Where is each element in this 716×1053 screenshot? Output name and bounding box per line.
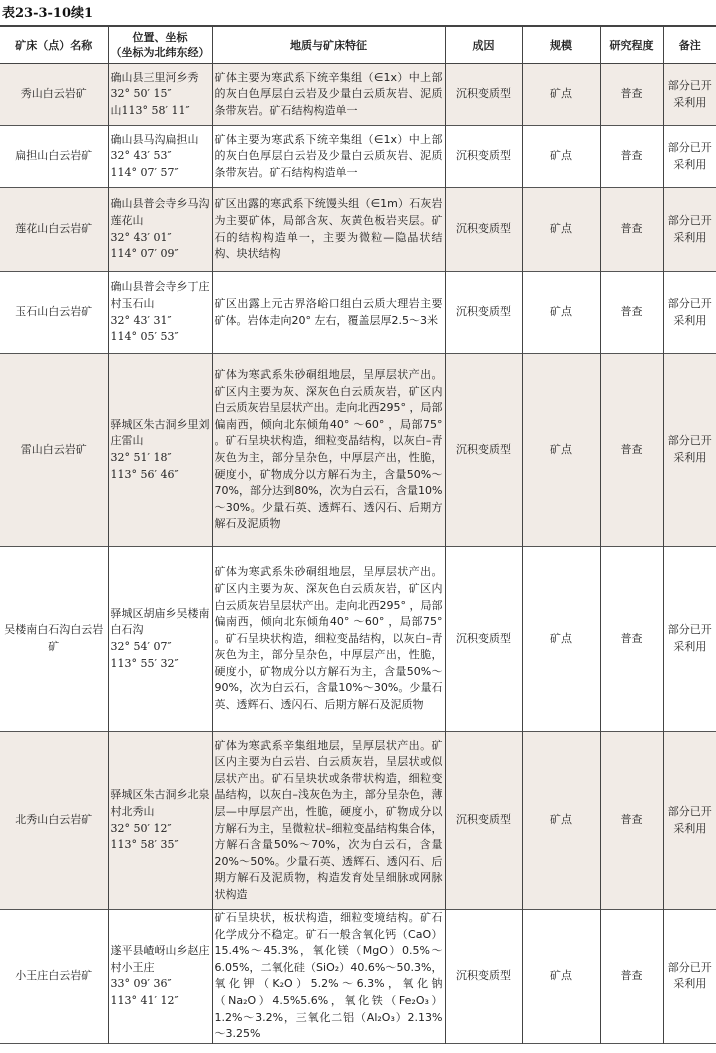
research-level: 普查 xyxy=(600,126,663,188)
scale: 矿点 xyxy=(522,547,600,732)
scale: 矿点 xyxy=(522,64,600,126)
genesis: 沉积变质型 xyxy=(445,354,522,547)
note: 部分已开采利用 xyxy=(667,960,712,991)
location-cell xyxy=(108,547,212,732)
longitude: 山113° 58′ 11″ xyxy=(110,103,190,117)
research-level: 普查 xyxy=(600,188,663,272)
location-text: 确山县普会寺乡马沟莲花山 xyxy=(110,197,210,227)
note: 部分已开采利用 xyxy=(663,732,716,910)
research-level: 普查 xyxy=(600,354,663,547)
genesis: 沉积变质型 xyxy=(445,547,522,732)
header-location: 位置、坐标 （坐标为北纬东经） xyxy=(108,26,212,64)
latitude: 32° 50′ 15″ xyxy=(110,87,172,101)
geology-description: 矿石呈块状，板状构造，细粒变境结构。矿石化学成分不稳定。矿石一般含氧化钙（CaO）15.4%～45.3%，氧化镁（MgO）0.5%～6.05%，二氧化硅（SiO₂）40.6%～50.3%，氧化钾（K₂O）5.2%～6.3%，氧化钠（Na₂O）4.5%5.6%，氧化铁（Fe₂O₃）1.2%～3.2%，三氧化二铝（Al₂O₃）2.13%～3.25% xyxy=(212,910,445,1044)
location-cell xyxy=(108,126,212,188)
research-level: 普查 xyxy=(600,732,663,910)
header-genesis: 成因 xyxy=(445,26,522,64)
note: 部分已开采利用 xyxy=(667,296,712,327)
header-description: 地质与矿床特征 xyxy=(212,26,445,64)
latitude: 32° 43′ 53″ xyxy=(110,149,172,163)
location-text: 驿城区胡庙乡吴楼南白石沟 xyxy=(110,606,210,637)
table-row xyxy=(0,547,716,732)
geology-description: 矿体为寒武系朱砂硐组地层，呈厚层状产出。矿区内主要为灰、深灰色白云质灰岩，矿区内白云质灰岩呈层状产出。走向北西295° ，局部偏南西，倾向北东倾角40° ～60° ，局部75° 。矿石呈块状构造，细粒变晶结构，以灰白–青灰色为主，部分呈杂色，中厚层产出，性脆，硬度小，矿物成分以方解石为主，含量50%～70%，部分达到80%，次为白云石，含量10%～30%。少量石英、透辉石、透闪石、后期方解石及泥质物 xyxy=(212,354,445,547)
research-level: 普查 xyxy=(600,547,663,732)
location-cell xyxy=(108,272,212,354)
deposit-name: 北秀山白云岩矿 xyxy=(0,732,108,910)
table-row xyxy=(0,126,716,188)
geology-description: 矿区出露上元古界洛峪口组白云质大理岩主要矿体。岩体走向20° 左右，覆盖层厚2.5～3米 xyxy=(212,272,445,354)
note: 部分已开采利用 xyxy=(667,140,712,171)
deposit-name: 吴楼南白石沟白云岩矿 xyxy=(0,547,108,732)
header-row xyxy=(0,26,716,64)
deposit-name: 雷山白云岩矿 xyxy=(0,354,108,547)
scale: 矿点 xyxy=(522,188,600,272)
header-scale: 规模 xyxy=(522,26,600,64)
table-row xyxy=(0,188,716,272)
header-name: 矿床（点）名称 xyxy=(0,26,108,64)
longitude: 114° 07′ 09″ xyxy=(110,247,179,261)
scale: 矿点 xyxy=(522,732,600,910)
geology-description: 矿体主要为寒武系下统辛集组（∈1x）中上部的灰白色厚层白云岩及少量白云质灰岩、泥质条带灰岩。矿石结构构造单一 xyxy=(212,64,445,126)
latitude: 32° 43′ 31″ xyxy=(110,313,172,327)
table-row xyxy=(0,64,716,126)
location-text: 遂平县嵖岈山乡赵庄村小王庄 xyxy=(110,944,210,974)
note: 部分已开采利用 xyxy=(663,188,716,272)
table-row xyxy=(0,354,716,547)
longitude: 113° 55′ 32″ xyxy=(110,656,179,670)
location-text: 驿城区朱古洞乡里刘庄雷山 xyxy=(110,417,210,448)
location-text: 确山县三里河乡秀 xyxy=(110,70,199,84)
genesis: 沉积变质型 xyxy=(445,910,522,1044)
location-text: 确山县马沟扁担山 xyxy=(110,132,199,146)
deposit-name: 玉石山白云岩矿 xyxy=(0,272,108,354)
latitude: 32° 54′ 07″ xyxy=(110,640,172,653)
location-cell xyxy=(108,732,212,910)
location-text: 确山县普会寺乡丁庄村玉石山 xyxy=(110,280,210,310)
scale: 矿点 xyxy=(522,910,600,1044)
deposit-name: 莲花山白云岩矿 xyxy=(0,188,108,272)
research-level: 普查 xyxy=(600,64,663,126)
longitude: 114° 05′ 53″ xyxy=(110,330,179,344)
table-row xyxy=(0,910,716,1044)
location-cell xyxy=(108,354,212,547)
latitude: 33° 09′ 36″ xyxy=(110,977,172,991)
deposit-name: 秀山白云岩矿 xyxy=(0,64,108,126)
latitude: 32° 50′ 12″ xyxy=(110,821,172,835)
location-cell xyxy=(108,64,212,126)
longitude: 113° 58′ 35″ xyxy=(110,838,179,852)
geology-description: 矿体为寒武系辛集组地层，呈厚层状产出。矿区内主要为白云岩、白云质灰岩，呈层状或似层状产出。矿石呈块状或条带状构造，细粒变晶结构，以灰白–浅灰色为主，部分呈杂色，薄层—中厚层产出，性脆，硬度小，矿物成分以方解石为主，呈微粒状–细粒变晶结构集合体，方解石含量50%～70%，次为白云石，含量20%～50%。少量石英、透辉石、透闪石、后期方解石及泥质物，构造发育处呈细脉或网脉状构造 xyxy=(212,732,445,910)
note: 部分已开采利用 xyxy=(663,354,716,547)
location-text: 驿城区朱古洞乡北泉村北秀山 xyxy=(110,788,210,818)
header-research: 研究程度 xyxy=(600,26,663,64)
longitude: 113° 56′ 46″ xyxy=(110,467,179,481)
location-cell xyxy=(108,910,212,1044)
genesis: 沉积变质型 xyxy=(445,272,522,354)
location-cell xyxy=(108,188,212,272)
header-note: 备注 xyxy=(678,38,701,52)
table-row xyxy=(0,732,716,910)
genesis: 沉积变质型 xyxy=(445,732,522,910)
scale: 矿点 xyxy=(522,354,600,547)
geology-description: 矿区出露的寒武系下统馒头组（∈1m）石灰岩为主要矿体，局部含灰、灰黄色板岩夹层。矿石的结构构造单一，主要为微粒—隐晶状结构、块状结构 xyxy=(212,188,445,272)
genesis: 沉积变质型 xyxy=(445,64,522,126)
genesis: 沉积变质型 xyxy=(445,188,522,272)
latitude: 32° 43′ 01″ xyxy=(110,230,172,244)
table-row xyxy=(0,272,716,354)
research-level: 普查 xyxy=(600,272,663,354)
geology-description: 矿体为寒武系朱砂硐组地层，呈厚层状产出。矿区内主要为灰、深灰色白云质灰岩，矿区内白云质灰岩呈层状产出。走向北西295° ，局部偏南西，倾向北东倾角40° ～60° ，局部75° 。矿石呈块状构造，细粒变晶结构，以灰白–青灰色为主，部分呈杂色，中厚层产出，性脆，硬度小，矿物成分以方解石为主，含量50%～90%，次为白云石，含量10%～30%。少量石英、透辉石、透闪石、后期方解石及泥质物 xyxy=(212,547,445,732)
deposit-name: 小王庄白云岩矿 xyxy=(0,910,108,1044)
genesis: 沉积变质型 xyxy=(445,126,522,188)
deposit-table xyxy=(0,25,716,1044)
longitude: 114° 07′ 57″ xyxy=(110,165,179,179)
note: 部分已开采利用 xyxy=(667,623,712,653)
latitude: 32° 51′ 18″ xyxy=(110,451,172,464)
scale: 矿点 xyxy=(522,126,600,188)
table-caption: 表23-3-10续1 xyxy=(2,6,94,21)
geology-description: 矿体主要为寒武系下统辛集组（∈1x）中上部的灰白色厚层白云岩及少量白云质灰岩、泥质条带灰岩。矿石结构构造单一 xyxy=(212,126,445,188)
scale: 矿点 xyxy=(522,272,600,354)
note: 部分已开采利用 xyxy=(663,64,716,126)
longitude: 113° 41′ 12″ xyxy=(110,993,179,1007)
research-level: 普查 xyxy=(600,910,663,1044)
deposit-name: 扁担山白云岩矿 xyxy=(0,126,108,188)
